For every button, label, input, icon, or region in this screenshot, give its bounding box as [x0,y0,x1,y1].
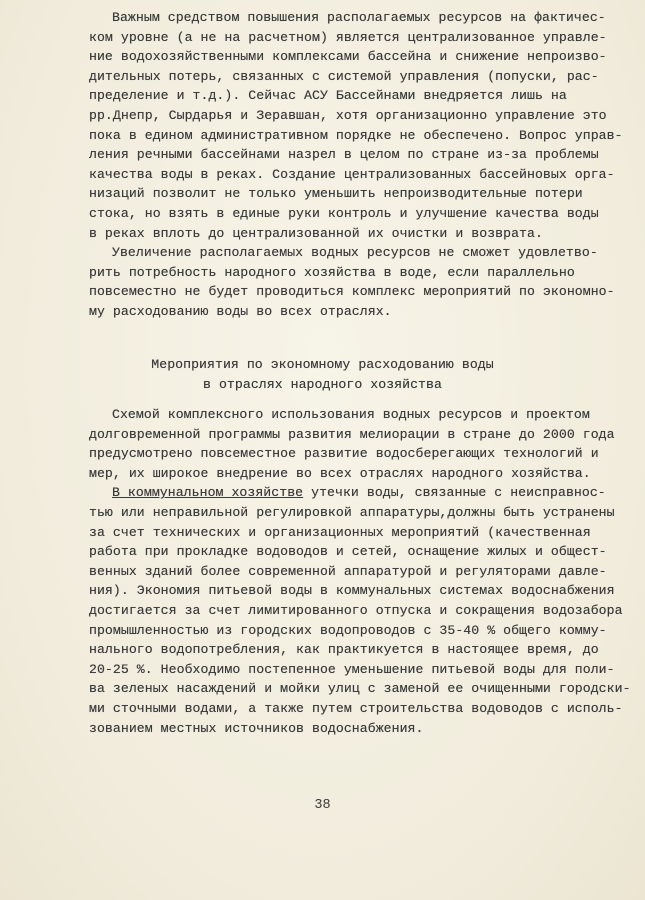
paragraph-line: 20-25 %. Необходимо постепенное уменьшение питьевой воды для поли- [89,661,615,677]
section-heading: в отраслях народного хозяйства [203,376,442,392]
paragraph-line: пока в едином административном порядке не обеспечено. Вопрос управ- [89,127,623,143]
paragraph-line: ком уровне (а не на расчетном) является централизованное управле- [89,29,607,45]
paragraph-line [112,485,606,500]
paragraph-line: долговременной программы развития мелиорации в стране до 2000 года [89,426,615,442]
paragraph-line: в реках вплоть до централизованной их очистки и возврата. [89,225,543,241]
section-heading: Мероприятия по экономному расходованию воды [151,357,494,372]
paragraph-line: низаций позволит не только уменьшить непроизводительные потери [89,186,583,202]
paragraph-line: качества воды в реках. Создание централизованных бассейновых орга- [89,166,615,182]
line-text: утечки воды, связанные с неисправнос- [303,485,606,501]
paragraph-line: пределение и т.д.). Сейчас АСУ Бассейнами внедряется лишь на [89,88,567,104]
paragraph-line: ние водохозяйственными комплексами бассейна и снижение непроизво- [89,49,607,65]
paragraph-line: Важным средством повышения располагаемых ресурсов на фактичес- [112,10,606,25]
paragraph-line: дительных потерь, связанных с системой управления (попуски, рас- [89,68,599,84]
paragraph-line: ва зеленых насаждений и мойки улиц с заменой ее очищенными городски- [89,681,631,697]
paragraph-line: Схемой комплексного использования водных ресурсов и проектом [112,407,590,422]
paragraph-line: предусмотрено повсеместное развитие водосберегающих технологий и [89,446,599,462]
page-number: 38 [314,798,331,813]
paragraph-line: достигается за счет лимитированного отпуска и сокращения водозабора [89,603,623,618]
paragraph-line: стока, но взять в единые руки контроль и улучшение качества воды [89,206,599,221]
paragraph-line: Увеличение располагаемых водных ресурсов не сможет удовлетво- [112,245,598,261]
paragraph-line: му расходованию воды во всех отраслях. [89,304,392,319]
paragraph-line: нального водопотребления, как практикуется в настоящее время, до [89,642,599,658]
paragraph-line: ления речными бассейнами назрел в целом по стране из-за проблемы [89,147,599,163]
paragraph-line: промышленностью из городских водопроводов с 35-40 % общего комму- [89,622,607,638]
paragraph-line: работа при прокладке водоводов и сетей, оснащение жилых и общест- [89,544,607,560]
paragraph-line: мер, их широкое внедрение во всех отраслях народного хозяйства. [89,465,591,481]
paragraph-line: венных зданий более современной аппаратурой и регуляторами давле- [89,563,607,579]
paragraph-line: рр.Днепр, Сырдарья и Зеравшан, хотя организационно управление это [89,108,607,123]
paragraph-line: рить потребность народного хозяйства в воде, если параллельно [89,264,575,280]
paragraph-line: зованием местных источников водоснабжения. [89,720,424,736]
paragraph-line: ния). Экономия питьевой воды в коммунальных системах водоснабжения [89,583,615,599]
paragraph-line: повсеместно не будет проводиться комплекс мероприятий по экономно- [89,284,615,300]
paragraph-line: за счет технических и организационных мероприятий (качественная [89,524,591,540]
paragraph-line: тью или неправильной регулировкой аппаратуры,должны быть устранены [89,505,615,520]
underlined-lead: В коммунальном хозяйстве [112,485,304,501]
paragraph-line: ми сточными водами, а также путем строительства водоводов с исполь- [89,701,623,716]
